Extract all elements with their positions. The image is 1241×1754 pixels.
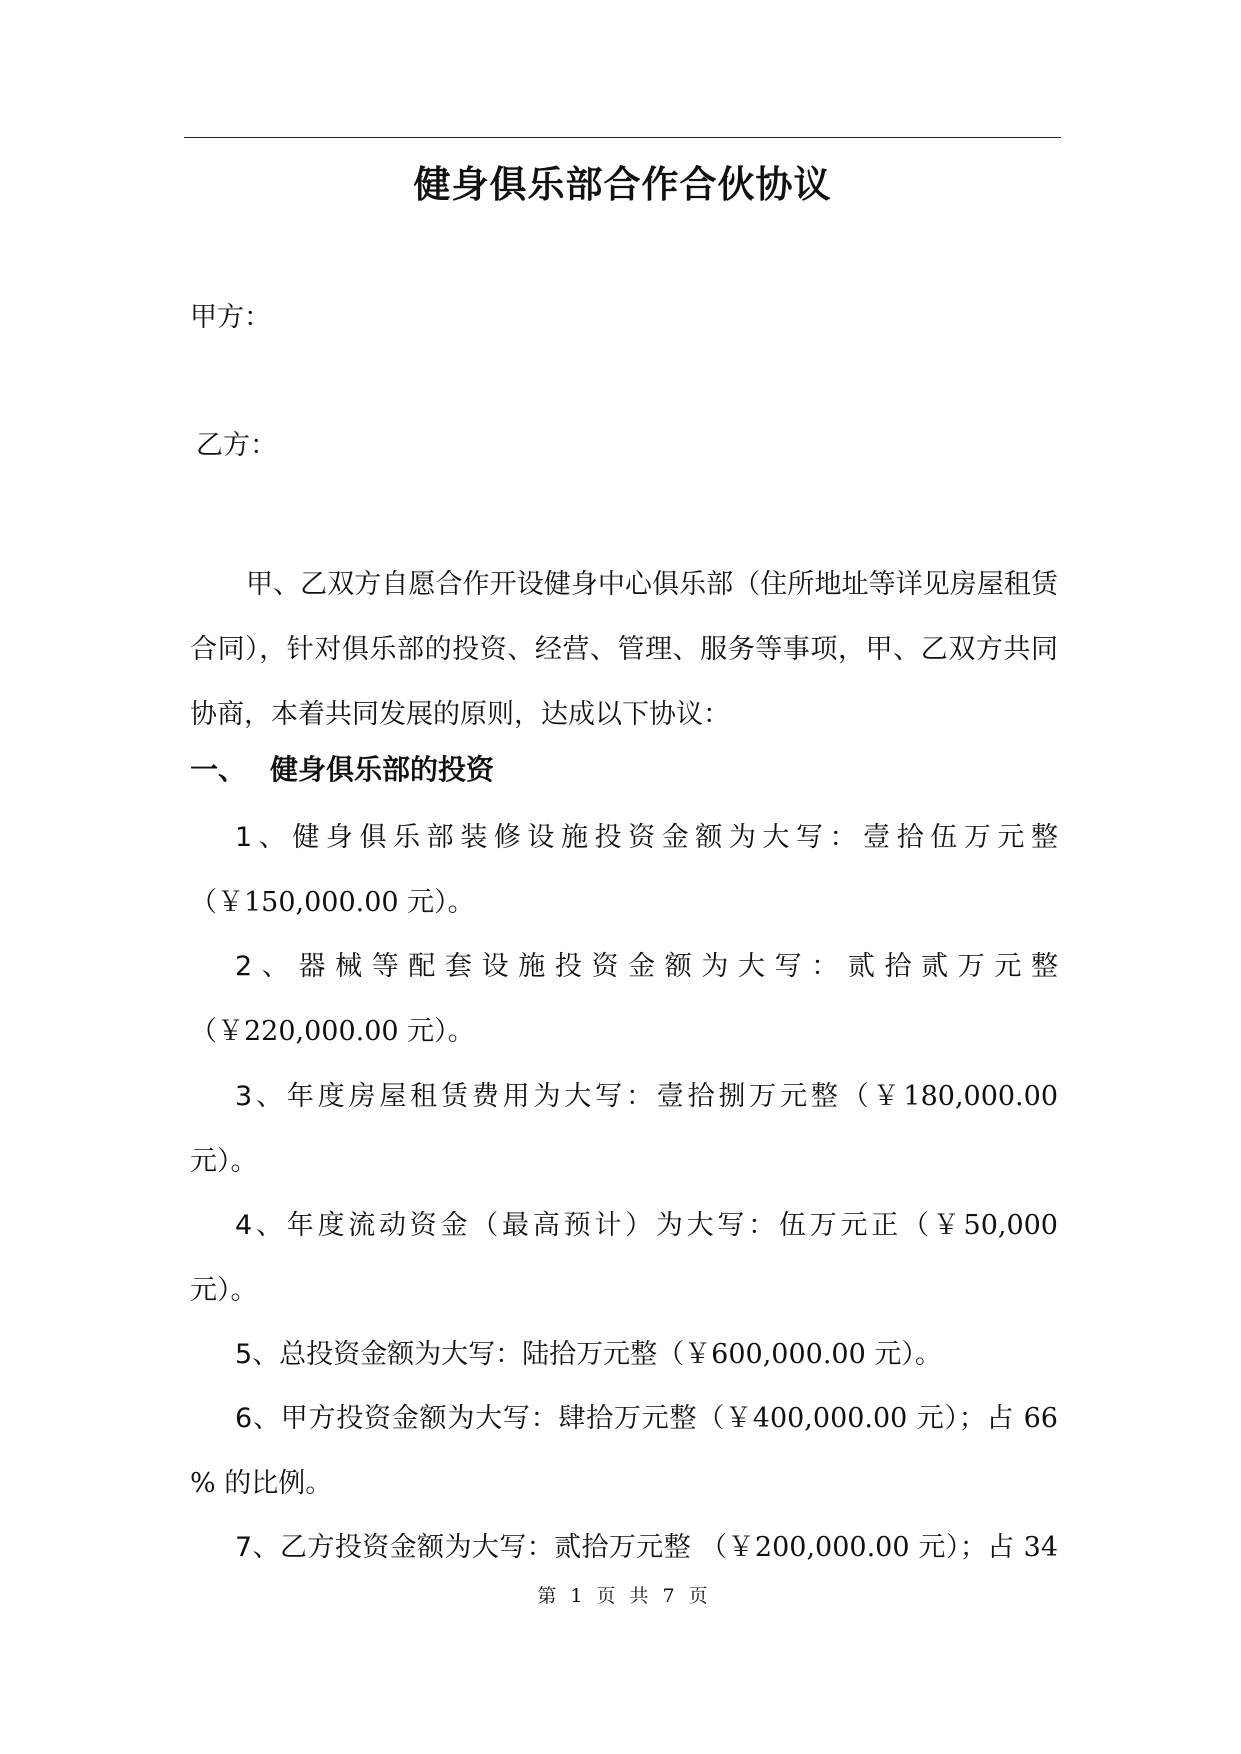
clause-text: 、器械等配套设施投资金额为大写：贰拾贰万元整: [252, 951, 1058, 982]
clause-5: [190, 1322, 1058, 1387]
section-heading: [190, 750, 494, 790]
clause-3-line-2: 元）。: [190, 1146, 258, 1177]
clause-number: 6: [235, 1403, 253, 1434]
clause-text: 、总投资金额为大写：陆拾万元整（￥600,000.00 元）。: [252, 1339, 942, 1370]
clause-4: [190, 1193, 1058, 1323]
clause-text: 、乙方投资金额为大写：贰拾万元整 （￥200,000.00 元）；占 34: [252, 1532, 1058, 1563]
clause-text: 、年度流动资金（最高预计）为大写：伍万元正（￥50,000: [252, 1210, 1058, 1241]
clause-6-line-1: [190, 1386, 1058, 1451]
clause-number: 3: [235, 1081, 253, 1112]
header-rule: [184, 137, 1061, 138]
clause-7: [190, 1515, 1058, 1580]
clause-number: 7: [235, 1532, 253, 1563]
clause-text: 、年度房屋租赁费用为大写：壹拾捌万元整（￥180,000.00: [252, 1081, 1058, 1112]
clause-number: 1: [235, 822, 253, 853]
clause-5-line-1: [190, 1322, 1058, 1387]
section-title: 健身俱乐部的投资: [270, 753, 495, 786]
clause-1-line-2: （￥150,000.00 元）。: [190, 887, 475, 918]
clause-2: [190, 934, 1058, 1064]
clause-1-line-1: [190, 805, 1058, 870]
section-number: 一、: [190, 753, 247, 786]
clause-1: [190, 805, 1058, 935]
clause-4-line-2: 元）。: [190, 1275, 258, 1306]
clause-7-line-1: [190, 1515, 1058, 1580]
document-title: 健身俱乐部合作合伙协议: [413, 162, 832, 206]
clause-number: 2: [235, 951, 253, 982]
clause-number: 5: [235, 1339, 253, 1370]
party-b-label: 乙方：: [196, 430, 277, 461]
clause-2-line-2: （￥220,000.00 元）。: [190, 1016, 475, 1047]
page-number-footer: 第 1 页 共 7 页: [537, 1585, 708, 1607]
intro-paragraph: 甲、乙双方自愿合作开设健身中心俱乐部（住所地址等详见房屋租赁合同），针对俱乐部的投资、经营、管理、服务等事项，甲、乙双方共同协商，本着共同发展的原则，达成以下协议：: [190, 569, 1058, 730]
party-a-label: 甲方：: [190, 302, 271, 333]
clause-3-line-1: [190, 1064, 1058, 1129]
clause-text: 、健身俱乐部装修设施投资金额为大写：壹拾伍万元整: [252, 822, 1058, 853]
clause-2-line-1: [190, 934, 1058, 999]
clause-3: [190, 1064, 1058, 1194]
clause-6: [190, 1386, 1058, 1516]
clause-number: 4: [235, 1210, 253, 1241]
clause-4-line-1: [190, 1193, 1058, 1258]
clause-6-line-2: % 的比例。: [190, 1468, 333, 1499]
clause-text: 、甲方投资金额为大写：肆拾万元整（￥400,000.00 元）；占 66: [252, 1403, 1058, 1434]
